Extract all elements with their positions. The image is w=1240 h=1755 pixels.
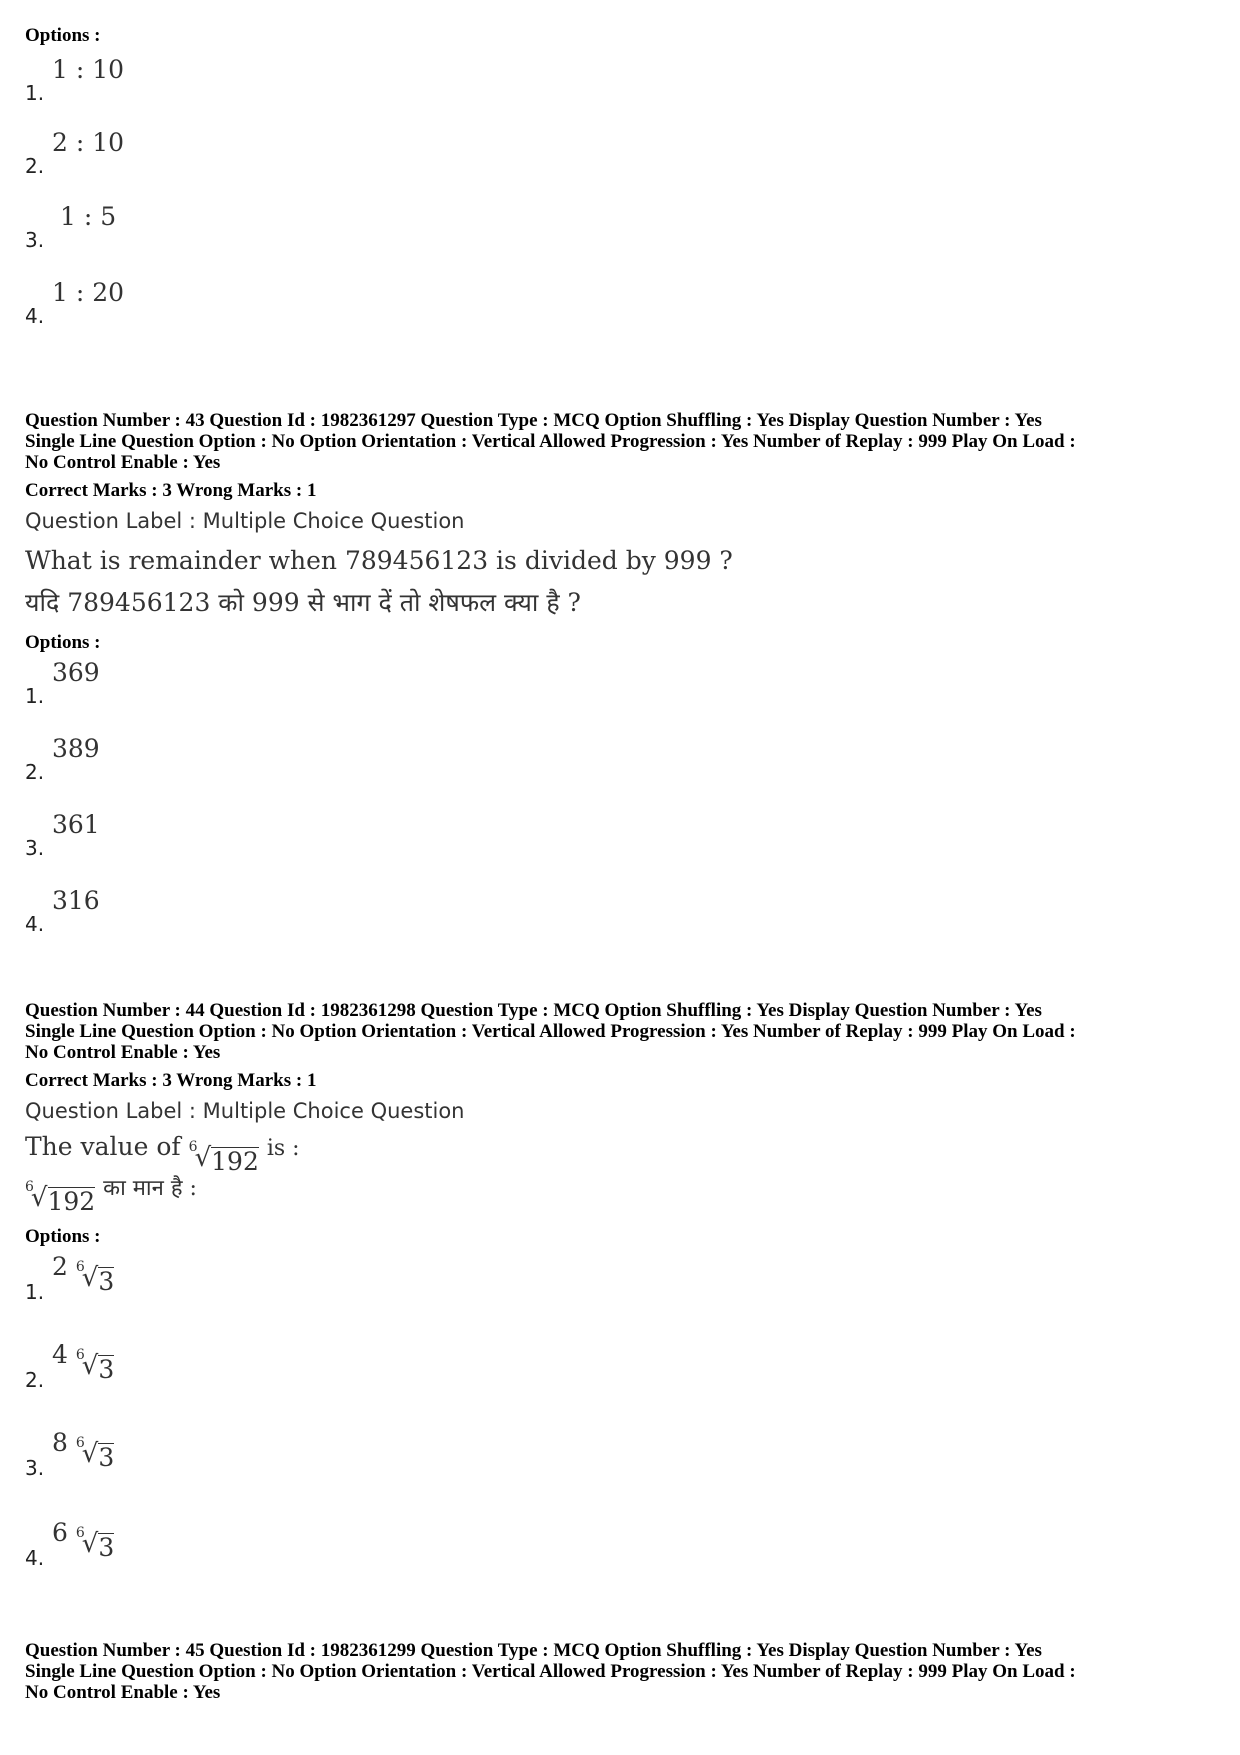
question-text-hindi: यदि 789456123 को 999 से भाग दें तो शेषफल क्या है ?: [25, 588, 581, 617]
marks-info: Correct Marks : 3 Wrong Marks : 1: [25, 1070, 317, 1091]
radical-sign: √: [81, 1351, 99, 1381]
question-label: Question Label : Multiple Choice Question: [25, 509, 465, 533]
option-number: 2.: [25, 1368, 45, 1392]
root-index: 6: [188, 1139, 198, 1155]
sixth-root-expression: [75, 1435, 115, 1472]
meta-line: No Control Enable : Yes: [25, 1042, 221, 1063]
coefficient: 2: [52, 1252, 68, 1281]
options-heading: Options :: [25, 632, 101, 653]
question-label: Question Label : Multiple Choice Question: [25, 1099, 465, 1123]
option-number: 1.: [25, 1280, 45, 1304]
option-2[interactable]: [25, 1340, 425, 1392]
option-value: [52, 1252, 114, 1294]
coefficient: 6: [52, 1518, 68, 1547]
radicand: 3: [98, 1443, 115, 1472]
option-number: 3.: [25, 228, 45, 252]
option-value: 1 : 20: [52, 278, 125, 307]
question-text-hindi: [25, 1172, 197, 1214]
radicand: 192: [211, 1147, 259, 1176]
option-value: 369: [52, 658, 100, 687]
meta-line: Question Number : 44 Question Id : 1982361298 Question Type : MCQ Option Shuffling : Yes Display Question Number : Yes: [25, 1000, 1042, 1021]
sixth-root-expression: [188, 1139, 259, 1176]
option-number: 3.: [25, 1456, 45, 1480]
meta-line: Single Line Question Option : No Option Orientation : Vertical Allowed Progression : Yes Number of Replay : 999 Play On Load :: [25, 431, 1076, 452]
meta-line: No Control Enable : Yes: [25, 1682, 221, 1703]
text-suffix: का मान है :: [103, 1176, 197, 1201]
radical-sign: √: [30, 1183, 48, 1213]
sixth-root-expression: [75, 1259, 115, 1296]
question-text-english: What is remainder when 789456123 is divided by 999 ?: [25, 546, 733, 575]
root-index: 6: [75, 1259, 85, 1275]
option-1[interactable]: [25, 658, 425, 708]
meta-line: Question Number : 45 Question Id : 1982361299 Question Type : MCQ Option Shuffling : Yes Display Question Number : Yes: [25, 1640, 1042, 1661]
option-number: 2.: [25, 760, 45, 784]
options-heading: Options :: [25, 1226, 101, 1247]
option-number: 3.: [25, 836, 45, 860]
question-meta: [25, 1000, 1225, 1063]
question-meta: [25, 1640, 1225, 1703]
option-value: 389: [52, 734, 100, 763]
option-value: [52, 1428, 114, 1470]
option-number: 4.: [25, 304, 45, 328]
option-number: 1.: [25, 684, 45, 708]
question-text-english: [25, 1132, 300, 1174]
root-index: 6: [75, 1525, 85, 1541]
root-index: 6: [75, 1435, 85, 1451]
option-number: 4.: [25, 912, 45, 936]
option-3[interactable]: [25, 1428, 425, 1480]
option-2[interactable]: [25, 128, 425, 178]
coefficient: 4: [52, 1340, 68, 1369]
option-value: 316: [52, 886, 100, 915]
option-4[interactable]: [25, 1518, 425, 1570]
option-4[interactable]: [25, 886, 425, 936]
option-3[interactable]: [25, 202, 425, 252]
meta-line: Single Line Question Option : No Option Orientation : Vertical Allowed Progression : Yes Number of Replay : 999 Play On Load :: [25, 1021, 1076, 1042]
question-meta: [25, 410, 1225, 473]
meta-line: Single Line Question Option : No Option Orientation : Vertical Allowed Progression : Yes Number of Replay : 999 Play On Load :: [25, 1661, 1076, 1682]
option-2[interactable]: [25, 734, 425, 784]
radical-sign: √: [81, 1439, 99, 1469]
option-number: 1.: [25, 81, 45, 105]
sixth-root-expression: [25, 1179, 96, 1216]
meta-line: Question Number : 43 Question Id : 1982361297 Question Type : MCQ Option Shuffling : Yes Display Question Number : Yes: [25, 410, 1042, 431]
root-index: 6: [25, 1179, 34, 1195]
radical-sign: √: [81, 1263, 99, 1293]
radicand: 192: [47, 1187, 96, 1216]
option-number: 4.: [25, 1546, 45, 1570]
option-4[interactable]: [25, 278, 425, 328]
option-value: 1 : 10: [52, 55, 125, 84]
option-number: 2.: [25, 154, 45, 178]
option-1[interactable]: [25, 55, 425, 105]
option-3[interactable]: [25, 810, 425, 860]
marks-info: Correct Marks : 3 Wrong Marks : 1: [25, 480, 317, 501]
option-1[interactable]: [25, 1252, 425, 1304]
radicand: 3: [98, 1355, 115, 1384]
text-suffix: is :: [266, 1136, 300, 1161]
root-index: 6: [75, 1347, 85, 1363]
text-prefix: The value of: [25, 1132, 181, 1161]
option-value: 361: [52, 810, 100, 839]
option-value: 2 : 10: [52, 128, 125, 157]
sixth-root-expression: [75, 1347, 115, 1384]
sixth-root-expression: [75, 1525, 115, 1562]
option-value: 1 : 5: [60, 202, 117, 231]
radicand: 3: [98, 1267, 115, 1296]
option-value: [52, 1518, 114, 1560]
meta-line: No Control Enable : Yes: [25, 452, 221, 473]
coefficient: 8: [52, 1428, 68, 1457]
radicand: 3: [98, 1533, 115, 1562]
options-heading: Options :: [25, 25, 101, 46]
radical-sign: √: [194, 1143, 212, 1173]
radical-sign: √: [81, 1529, 99, 1559]
option-value: [52, 1340, 114, 1382]
